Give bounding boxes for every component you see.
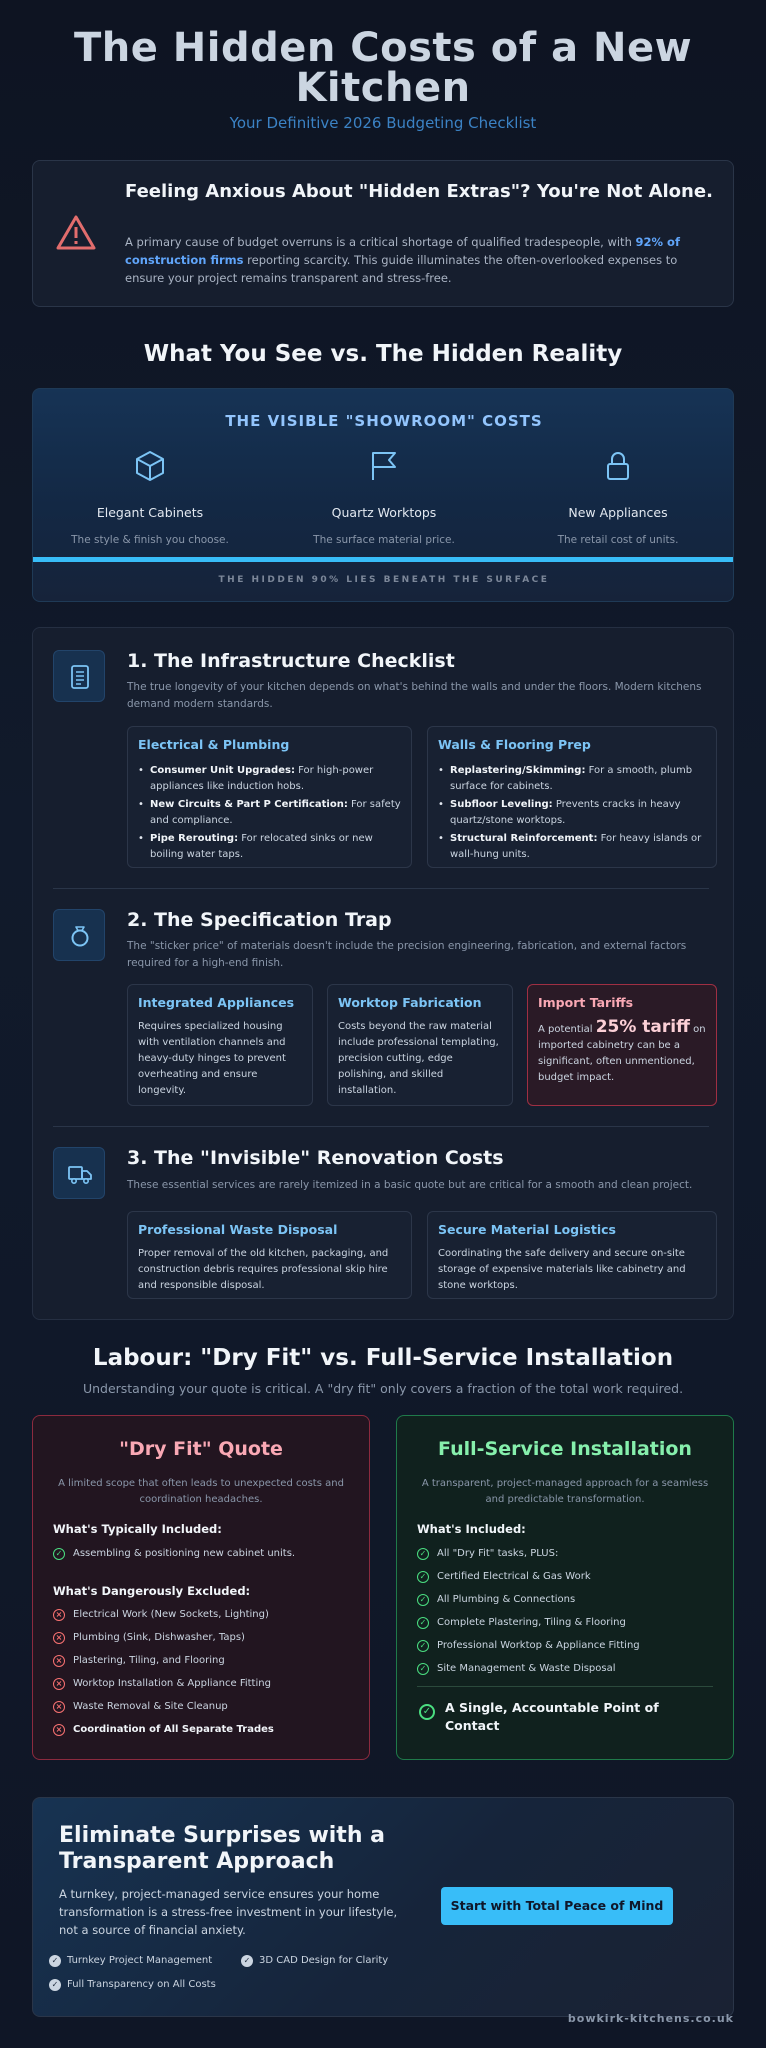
title-line-1: The Hidden Costs of a New	[73, 25, 693, 71]
labour-subtitle: Understanding your quote is critical. A "dry fit" only covers a fraction of the total work required.	[82, 1381, 684, 1396]
list-item: ✓ All Plumbing & Connections	[417, 1593, 575, 1607]
walls-flooring-box	[427, 726, 717, 868]
check-circle-icon: ✓	[53, 1548, 65, 1560]
check-circle-icon: ✓	[241, 1955, 253, 1967]
list-item: × Waste Removal & Site Cleanup	[53, 1700, 228, 1714]
invisible-costs-desc: These essential services are rarely itemized in a basic quote but are critical for a smooth and clean project.	[127, 1179, 693, 1191]
dry-fit-desc: A limited scope that often leads to unexpected costs and coordination headaches.	[58, 1478, 344, 1505]
list-item: • Subfloor Leveling: Prevents cracks in heavy quartz/stone worktops.	[438, 797, 706, 829]
section-divider	[53, 888, 709, 889]
check-circle-icon: ✓	[417, 1571, 429, 1583]
showroom-costs-panel	[32, 388, 734, 602]
check-circle-icon: ✓	[417, 1548, 429, 1560]
section-divider	[53, 1126, 709, 1127]
invisible-costs-title: 3. The "Invisible" Renovation Costs	[127, 1147, 504, 1169]
x-circle-icon: ×	[53, 1632, 65, 1644]
box-title: Walls & Flooring Prep	[438, 737, 591, 752]
list-item: ✓ Assembling & positioning new cabinet units.	[53, 1547, 295, 1561]
cta-card	[32, 1797, 734, 2017]
alert-highlight: 92% of construction firms	[125, 235, 680, 267]
single-contact-callout	[417, 1686, 713, 1735]
showroom-item-title: New Appliances	[568, 505, 668, 520]
showroom-item-worktops	[267, 449, 501, 546]
document-icon	[67, 664, 93, 690]
full-service-title: Full-Service Installation	[438, 1438, 692, 1460]
single-contact-text: A Single, Accountable Point of Contact	[445, 1700, 659, 1733]
x-circle-icon: ×	[53, 1724, 65, 1736]
list-item: • Consumer Unit Upgrades: For high-power appliances like induction hobs.	[138, 763, 401, 795]
integrated-appliances-box	[127, 984, 313, 1106]
list-item: • New Circuits & Part P Certification: For safety and compliance.	[138, 797, 401, 829]
infrastructure-desc: The true longevity of your kitchen depends on what's behind the walls and under the floors. Modern kitchens demand modern standards.	[127, 681, 702, 710]
cta-feature: ✓ Full Transparency on All Costs	[49, 1978, 216, 1992]
tariff-figure: 25% tariff	[595, 1017, 690, 1037]
x-circle-icon: ×	[53, 1701, 65, 1713]
truck-icon	[67, 1161, 93, 1187]
labour-title: Labour: "Dry Fit" vs. Full-Service Installation	[92, 1345, 674, 1371]
hidden-90-caption: THE HIDDEN 90% LIES BENEATH THE SURFACE	[218, 575, 550, 585]
box-title: Worktop Fabrication	[338, 995, 482, 1010]
dry-fit-card	[32, 1415, 370, 1760]
box-text: Proper removal of the old kitchen, packaging, and construction debris requires professional skip hire and responsible disposal.	[138, 1248, 389, 1291]
showroom-item-title: Elegant Cabinets	[96, 505, 204, 520]
warning-triangle-icon	[55, 213, 97, 253]
flag-icon	[367, 449, 401, 483]
dry-fit-excluded-heading: What's Dangerously Excluded:	[53, 1584, 251, 1598]
list-item: ✓ Professional Worktop & Appliance Fitting	[417, 1639, 640, 1653]
hidden-costs-checklist-panel	[32, 627, 734, 1320]
visible-vs-hidden-title: What You See vs. The Hidden Reality	[143, 341, 623, 367]
list-item: × Plastering, Tiling, and Flooring	[53, 1654, 225, 1668]
list-item: ✓ Complete Plastering, Tiling & Flooring	[417, 1616, 626, 1630]
box-title: Import Tariffs	[538, 995, 634, 1010]
full-service-desc: A transparent, project-managed approach for a seamless and predictable transformation.	[421, 1478, 709, 1505]
list-item: ✓ Certified Electrical & Gas Work	[417, 1570, 591, 1584]
page-subtitle: Your Definitive 2026 Budgeting Checklist	[229, 114, 537, 132]
import-tariffs-box	[527, 984, 717, 1106]
box-title: Integrated Appliances	[138, 995, 295, 1010]
showroom-item-appliances	[501, 449, 734, 546]
list-item: • Pipe Rerouting: For relocated sinks or new boiling water taps.	[138, 831, 401, 863]
footer-site-link[interactable]: bowkirk-kitchens.co.uk	[567, 2012, 734, 2025]
dry-fit-included-heading: What's Typically Included:	[53, 1522, 222, 1536]
list-item: × Electrical Work (New Sockets, Lighting)	[53, 1608, 269, 1622]
alert-text: A primary cause of budget overruns is a critical shortage of qualified tradespeople, with 92% of construction firms reporting scarcity. This guide illuminates the often-overlooked expenses to ensure your project remains transparent and stress-free.	[125, 235, 680, 285]
check-circle-icon: ✓	[419, 1704, 435, 1720]
x-circle-icon: ×	[53, 1678, 65, 1690]
list-item: ✓ Site Management & Waste Disposal	[417, 1662, 616, 1676]
lock-icon	[601, 449, 635, 483]
x-circle-icon: ×	[53, 1609, 65, 1621]
infrastructure-section-badge	[53, 650, 105, 702]
list-item: ✓ All "Dry Fit" tasks, PLUS:	[417, 1547, 558, 1561]
box-title: Electrical & Plumbing	[138, 737, 290, 752]
cta-feature: ✓ Turnkey Project Management	[49, 1954, 212, 1968]
specification-desc: The "sticker price" of materials doesn't include the precision engineering, fabrication, and external factors required for a high-end finish.	[127, 940, 687, 969]
waste-disposal-box	[127, 1211, 412, 1299]
list-item: • Structural Reinforcement: For heavy islands or wall-hung units.	[438, 831, 706, 863]
start-peace-of-mind-button[interactable]: Start with Total Peace of Mind	[441, 1887, 673, 1925]
cta-title: Eliminate Surprises with a Transparent Approach	[59, 1823, 385, 1874]
ring-icon	[67, 923, 93, 949]
showroom-item-title: Quartz Worktops	[331, 505, 437, 520]
check-circle-icon: ✓	[417, 1594, 429, 1606]
dry-fit-title: "Dry Fit" Quote	[119, 1438, 283, 1460]
surface-line	[33, 557, 734, 562]
title-line-2: Kitchen	[295, 65, 471, 111]
showroom-item-subtitle: The retail cost of units.	[557, 534, 679, 546]
check-circle-icon: ✓	[417, 1663, 429, 1675]
specification-title: 2. The Specification Trap	[127, 909, 392, 931]
infrastructure-title: 1. The Infrastructure Checklist	[127, 650, 455, 672]
showroom-item-subtitle: The style & finish you choose.	[71, 534, 229, 546]
list-item: × Plumbing (Sink, Dishwasher, Taps)	[53, 1631, 245, 1645]
invisible-costs-section-badge	[53, 1147, 105, 1199]
showroom-item-subtitle: The surface material price.	[313, 534, 455, 546]
box-text: Costs beyond the raw material include professional templating, precision cutting, edge polishing, and skilled installation.	[338, 1021, 499, 1096]
full-service-included-heading: What's Included:	[417, 1522, 526, 1536]
box-text: Requires specialized housing with ventilation channels and heavy-duty hinges to prevent overheating and ensure longevity.	[138, 1021, 286, 1096]
specification-section-badge	[53, 909, 105, 961]
showroom-panel-title: THE VISIBLE "SHOWROOM" COSTS	[225, 412, 543, 430]
material-logistics-box	[427, 1211, 717, 1299]
anxiety-alert-card	[32, 160, 734, 307]
x-circle-icon: ×	[53, 1655, 65, 1667]
box-text: A potential 25% tariff on imported cabinetry can be a significant, often unmentioned, budget impact.	[538, 1017, 706, 1083]
check-circle-icon: ✓	[49, 1979, 61, 1991]
check-circle-icon: ✓	[417, 1617, 429, 1629]
page-title	[0, 25, 766, 111]
box-text: Coordinating the safe delivery and secure on-site storage of expensive materials like cabinetry and stone worktops.	[438, 1248, 686, 1291]
cta-text: A turnkey, project-managed service ensures your home transformation is a stress-free investment in your lifestyle, not a source of financial anxiety.	[59, 1887, 398, 1937]
electrical-plumbing-box	[127, 726, 412, 868]
cube-icon	[133, 449, 167, 483]
list-item: × Coordination of All Separate Trades	[53, 1723, 274, 1737]
alert-heading: Feeling Anxious About "Hidden Extras"? You're Not Alone.	[125, 181, 713, 202]
full-service-card	[396, 1415, 734, 1760]
check-circle-icon: ✓	[417, 1640, 429, 1652]
list-item: × Worktop Installation & Appliance Fitting	[53, 1677, 271, 1691]
showroom-item-cabinets	[33, 449, 267, 546]
box-title: Secure Material Logistics	[438, 1222, 616, 1237]
cta-feature: ✓ 3D CAD Design for Clarity	[241, 1954, 388, 1968]
worktop-fabrication-box	[327, 984, 513, 1106]
check-circle-icon: ✓	[49, 1955, 61, 1967]
list-item: • Replastering/Skimming: For a smooth, plumb surface for cabinets.	[438, 763, 706, 795]
box-title: Professional Waste Disposal	[138, 1222, 338, 1237]
